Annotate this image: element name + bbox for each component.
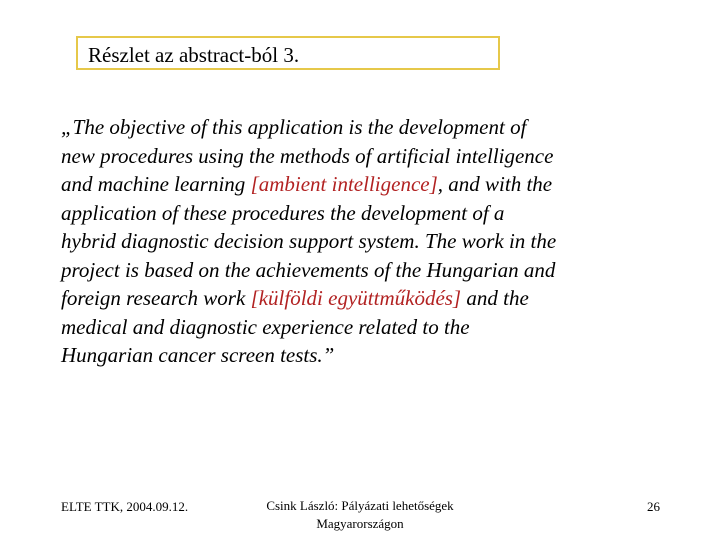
page-number: 26	[647, 499, 660, 514]
slide-title: Részlet az abstract-ból 3.	[88, 43, 300, 67]
quote-line	[61, 227, 701, 256]
highlighted-term: [külföldi együttműködés]	[250, 286, 462, 310]
quote-line	[61, 199, 701, 228]
quote-text: project is based on the achievements of the Hungarian and	[61, 257, 556, 282]
quote-line	[61, 256, 701, 285]
footer-author-title-line2: Magyarországon	[316, 516, 404, 531]
quote-text: foreign research work	[61, 286, 251, 310]
footer-author-title-line1: Csink László: Pályázati lehetőségek	[266, 498, 454, 513]
quote-text: new procedures using the methods of artificial intelligence	[61, 143, 554, 168]
quote-text: medical and diagnostic experience related to the	[61, 314, 470, 339]
quote-text: „The objective of this application is the development of	[61, 115, 527, 139]
quote-line	[61, 170, 701, 199]
quote-text: and machine learning	[61, 172, 251, 196]
quote-line	[61, 313, 701, 342]
quote-text: and the	[461, 286, 529, 310]
quote-line	[61, 113, 701, 142]
quote-text: application of these procedures the development of a	[61, 200, 505, 225]
quote-line	[61, 341, 701, 370]
abstract-quote	[61, 113, 701, 370]
slide-title-box	[76, 36, 500, 70]
quote-line	[61, 284, 701, 313]
quote-text: hybrid diagnostic decision support system. The work in the	[61, 229, 557, 253]
quote-text: , and with the	[437, 172, 553, 196]
quote-line	[61, 142, 701, 171]
footer-institution-date: ELTE TTK, 2004.09.12.	[61, 499, 189, 514]
quote-text: Hungarian cancer screen tests.”	[61, 343, 335, 367]
highlighted-term: [ambient intelligence]	[250, 172, 438, 196]
footer-author-title	[222, 497, 498, 533]
